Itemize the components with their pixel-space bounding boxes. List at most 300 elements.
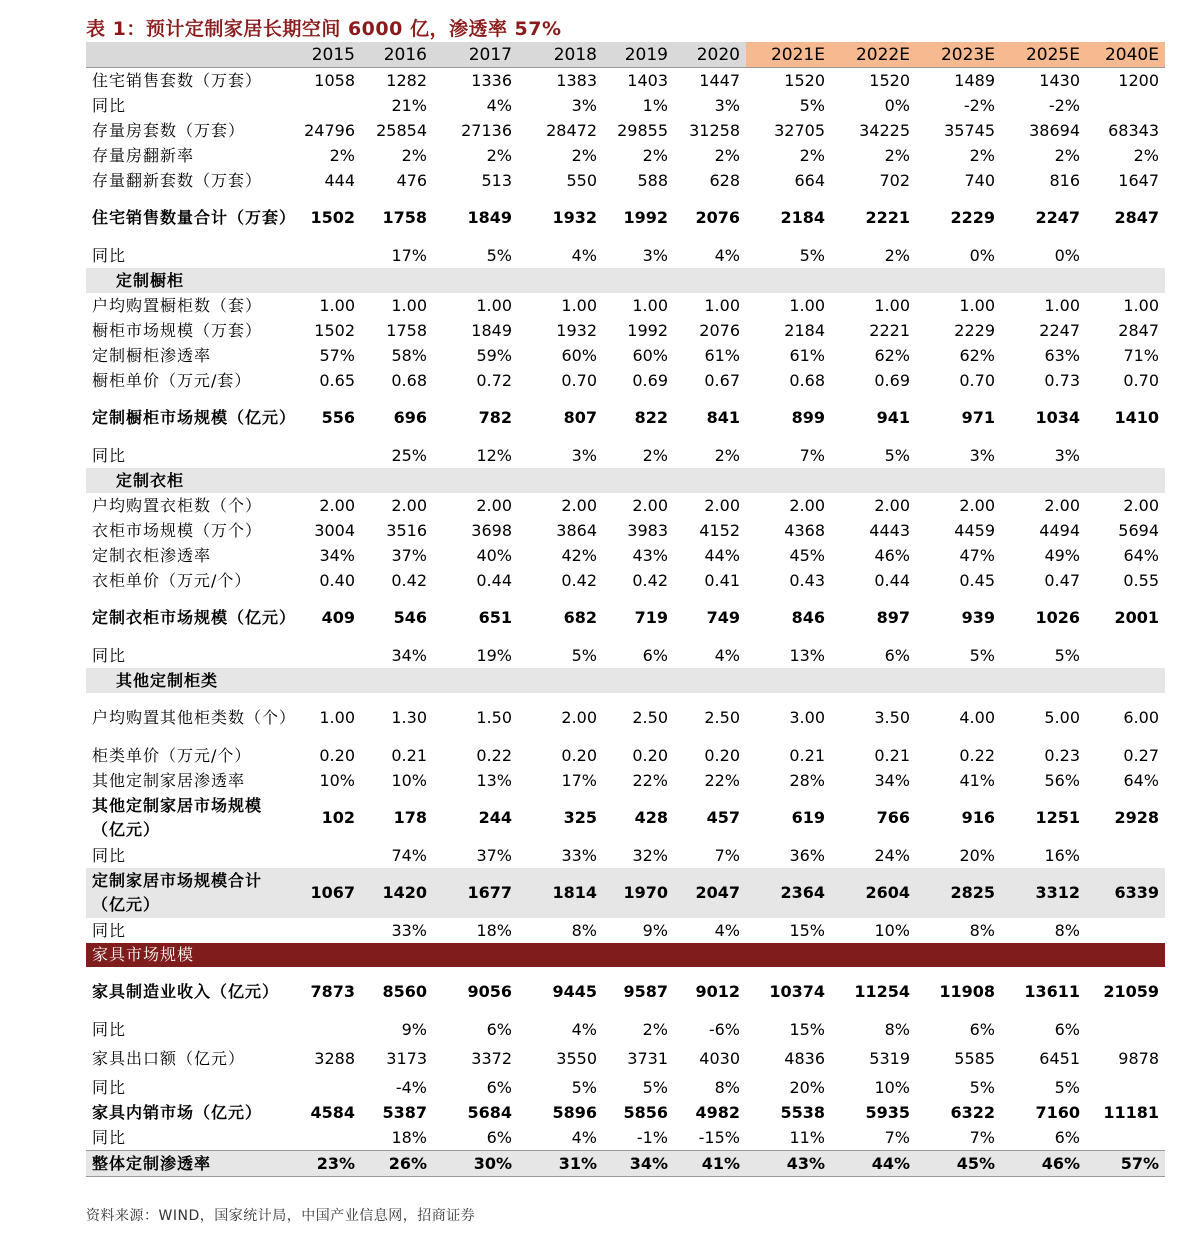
table-cell: 6% [486, 1127, 512, 1147]
table-cell: 2.00 [1123, 495, 1159, 515]
table-cell: 23% [297, 1151, 361, 1177]
table-cell [1086, 268, 1165, 293]
table-cell: 2% [571, 145, 597, 165]
table-cell: 696 [393, 408, 427, 427]
table-cell: 15% [789, 920, 825, 940]
table-cell: 457 [706, 808, 740, 827]
table-cell: 1814 [518, 868, 603, 918]
table-row [86, 793, 1165, 843]
table-cell: 10374 [769, 982, 825, 1001]
table-cell [1001, 468, 1086, 493]
table-cell: 45% [916, 1151, 1001, 1177]
table-cell: 3550 [556, 1048, 597, 1068]
table-cell: 1430 [1039, 70, 1080, 90]
table-cell: 1447 [699, 70, 740, 90]
table-row [86, 443, 1165, 468]
table-row [86, 1100, 1165, 1125]
header-year-cell: 2021E [746, 42, 831, 68]
table-cell [674, 468, 746, 493]
table-cell [361, 943, 433, 967]
table-cell [297, 668, 361, 693]
table-cell [518, 943, 603, 967]
table-cell [1086, 1017, 1165, 1042]
table-cell: 1849 [467, 208, 512, 227]
table-cell: 2% [329, 145, 355, 165]
table-cell: 409 [321, 608, 355, 627]
row-label: 存量翻新套数（万套） [92, 170, 263, 190]
table-cell: 0% [884, 95, 910, 115]
table-cell: 18% [476, 920, 512, 940]
table-cell: 2229 [950, 208, 995, 227]
row-label: 同比 [92, 245, 127, 265]
table-cell: 3312 [1001, 868, 1086, 918]
header-year-cell: 2015 [297, 42, 361, 68]
table-cell: 9445 [552, 982, 597, 1001]
table-cell: 2.00 [632, 495, 668, 515]
table-cell: 2.00 [391, 495, 427, 515]
row-label: 存量房套数（万套） [92, 120, 246, 140]
table-cell: 2.00 [874, 495, 910, 515]
table-cell: 3864 [556, 520, 597, 540]
table-cell: 2% [884, 145, 910, 165]
table-cell: 0.20 [704, 745, 740, 765]
table-cell: 8% [884, 1019, 910, 1039]
table-cell: 4% [714, 245, 740, 265]
table-cell: 0.65 [319, 370, 355, 390]
table-cell: 1.30 [391, 708, 427, 727]
table-cell: 41% [959, 770, 995, 790]
table-cell: 3731 [627, 1048, 668, 1068]
table-cell: -2% [963, 95, 995, 115]
table-cell: 702 [879, 170, 910, 190]
table-cell [1086, 93, 1165, 118]
table-cell: 0.27 [1123, 745, 1159, 765]
table-cell [297, 643, 361, 668]
table-row [86, 318, 1165, 343]
table-row [86, 393, 1165, 443]
table-row [86, 268, 1165, 293]
table-cell: 1282 [386, 70, 427, 90]
table-cell: 0.42 [391, 570, 427, 590]
table-cell: 1502 [314, 320, 355, 340]
table-cell: 3983 [627, 520, 668, 540]
table-cell: 178 [393, 808, 427, 827]
table-cell: 749 [706, 608, 740, 627]
table-row [86, 293, 1165, 318]
table-cell [361, 468, 433, 493]
table-cell: 2001 [1114, 608, 1159, 627]
table-row [86, 143, 1165, 168]
table-cell: 2.00 [476, 495, 512, 515]
table-cell: 34225 [859, 120, 910, 140]
table-cell: 3288 [314, 1048, 355, 1068]
table-cell [1086, 943, 1165, 967]
table-cell: 5% [969, 645, 995, 665]
table-cell: 2184 [784, 320, 825, 340]
table-cell: 37% [391, 545, 427, 565]
table-cell: 0.41 [704, 570, 740, 590]
table-cell: 0.20 [632, 745, 668, 765]
table-cell: 12% [476, 445, 512, 465]
table-cell: 61% [704, 345, 740, 365]
table-cell: 939 [961, 608, 995, 627]
table-cell: 2.00 [1044, 495, 1080, 515]
table-cell: 102 [321, 808, 355, 827]
table-cell: 0.42 [561, 570, 597, 590]
table-cell [297, 918, 361, 943]
table-cell: 3004 [314, 520, 355, 540]
row-label: 同比 [92, 1127, 127, 1147]
table-cell: 3% [714, 95, 740, 115]
table-cell [433, 668, 518, 693]
table-cell: 0.21 [789, 745, 825, 765]
row-label: 家具内销市场（亿元） [92, 1102, 263, 1122]
row-label: 整体定制渗透率 [86, 1151, 297, 1177]
table-row [86, 693, 1165, 743]
table-row [86, 1151, 1165, 1177]
table-cell: 7% [969, 1127, 995, 1147]
table-row [86, 967, 1165, 1017]
table-cell: 3.00 [789, 708, 825, 727]
table-row [86, 93, 1165, 118]
table-cell: 44% [831, 1151, 916, 1177]
table-cell [1086, 468, 1165, 493]
table-cell: 13% [476, 770, 512, 790]
header-year-cell: 2020 [674, 42, 746, 68]
table-cell: 1200 [1118, 70, 1159, 90]
row-label: 家具市场规模 [86, 943, 297, 967]
table-cell: 556 [321, 408, 355, 427]
table-cell: 682 [563, 608, 597, 627]
table-cell: 20% [959, 845, 995, 865]
table-cell [831, 268, 916, 293]
table-row [86, 593, 1165, 643]
table-cell: 0.69 [632, 370, 668, 390]
table-cell: 2928 [1114, 808, 1159, 827]
table-cell: 28472 [546, 120, 597, 140]
table-cell: 1489 [954, 70, 995, 90]
row-label: 定制衣柜渗透率 [92, 545, 212, 565]
row-label: 衣柜市场规模（万个） [92, 520, 263, 540]
table-cell: 9% [401, 1019, 427, 1039]
table-cell: 60% [561, 345, 597, 365]
table-cell: 0.22 [476, 745, 512, 765]
table-cell [297, 268, 361, 293]
table-cell: 16% [1044, 845, 1080, 865]
header-year-cell: 2017 [433, 42, 518, 68]
table-row [86, 243, 1165, 268]
table-cell: 2.00 [319, 495, 355, 515]
table-cell: 9587 [623, 982, 668, 1001]
table-cell: 4982 [695, 1102, 740, 1122]
table-cell: 5684 [467, 1102, 512, 1122]
table-cell: 2.00 [704, 495, 740, 515]
table-cell: 5% [884, 445, 910, 465]
table-cell [1086, 243, 1165, 268]
table-cell: 63% [1044, 345, 1080, 365]
row-label: 定制衣柜市场规模（亿元） [92, 608, 297, 627]
header-year-cell: 2018 [518, 42, 603, 68]
table-cell: 5935 [865, 1102, 910, 1122]
table-cell: 4459 [954, 520, 995, 540]
table-cell: 5694 [1118, 520, 1159, 540]
table-cell: 59% [476, 345, 512, 365]
table-cell: 3516 [386, 520, 427, 540]
table-cell [831, 668, 916, 693]
table-cell: 1.00 [1044, 295, 1080, 315]
table-cell: 1758 [382, 208, 427, 227]
table-cell: 619 [791, 808, 825, 827]
table-cell: 2% [714, 145, 740, 165]
table-row [86, 118, 1165, 143]
table-cell: 1.00 [561, 295, 597, 315]
header-year-cell: 2019 [603, 42, 674, 68]
table-cell: 2% [884, 245, 910, 265]
table-cell: 68343 [1108, 120, 1159, 140]
table-cell: 30% [433, 1151, 518, 1177]
row-label: 同比 [92, 845, 127, 865]
table-cell: 2604 [831, 868, 916, 918]
table-cell: 0.44 [874, 570, 910, 590]
table-row [86, 343, 1165, 368]
table-cell: 0.69 [874, 370, 910, 390]
table-cell: 17% [561, 770, 597, 790]
table-cell: 24796 [304, 120, 355, 140]
table-cell: 40% [476, 545, 512, 565]
table-row [86, 1017, 1165, 1042]
table-cell: 11254 [854, 982, 910, 1001]
table-cell: 2% [642, 445, 668, 465]
table-cell: 6.00 [1123, 708, 1159, 727]
table-cell: 0.20 [319, 745, 355, 765]
table-cell: 4030 [699, 1048, 740, 1068]
table-cell [746, 668, 831, 693]
table-cell: 58% [391, 345, 427, 365]
table-cell: 1.00 [704, 295, 740, 315]
table-cell: 1849 [471, 320, 512, 340]
table-cell: 3% [571, 95, 597, 115]
table-row [86, 943, 1165, 967]
table-cell: 3% [969, 445, 995, 465]
table-cell [361, 268, 433, 293]
table-cell: 428 [634, 808, 668, 827]
header-year-cell: 2022E [831, 42, 916, 68]
table-cell: 5538 [780, 1102, 825, 1122]
table-cell: 628 [709, 170, 740, 190]
table-cell: 15% [789, 1019, 825, 1039]
table-cell: 2221 [869, 320, 910, 340]
table-cell: 8% [1054, 920, 1080, 940]
table-cell: 10% [391, 770, 427, 790]
table-row [86, 1125, 1165, 1151]
table-cell: 1.00 [874, 295, 910, 315]
table-cell: 0.44 [476, 570, 512, 590]
table-row [86, 918, 1165, 943]
table-cell: 841 [706, 408, 740, 427]
table-cell: 5% [642, 1077, 668, 1097]
table-row [86, 643, 1165, 668]
row-label: 柜类单价（万元/个） [92, 745, 252, 765]
table-cell: 8% [571, 920, 597, 940]
table-cell: 24% [874, 845, 910, 865]
table-cell: 0.70 [1123, 370, 1159, 390]
table-cell: 4152 [699, 520, 740, 540]
table-cell: 1067 [297, 868, 361, 918]
table-cell: 4% [714, 645, 740, 665]
table-cell: 5% [571, 1077, 597, 1097]
row-label: 同比 [92, 445, 127, 465]
table-cell: 34% [874, 770, 910, 790]
row-label: 其他定制柜类 [86, 668, 297, 693]
table-cell: 2% [714, 445, 740, 465]
table-cell: -4% [395, 1077, 427, 1097]
table-cell: 46% [874, 545, 910, 565]
table-cell: 0% [1054, 245, 1080, 265]
table-cell: 5896 [552, 1102, 597, 1122]
table-cell: 7% [884, 1127, 910, 1147]
table-cell [518, 668, 603, 693]
table-cell: 816 [1049, 170, 1080, 190]
table-cell: 2247 [1039, 320, 1080, 340]
table-cell [297, 843, 361, 868]
row-label: 定制橱柜渗透率 [92, 345, 212, 365]
table-cell: 4494 [1039, 520, 1080, 540]
table-cell: 33% [561, 845, 597, 865]
table-cell: 444 [324, 170, 355, 190]
table-cell: 5387 [382, 1102, 427, 1122]
table-cell: 546 [393, 608, 427, 627]
table-cell: 0.70 [561, 370, 597, 390]
table-row [86, 493, 1165, 518]
table-cell: 31% [518, 1151, 603, 1177]
table-cell: 1.00 [319, 708, 355, 727]
table-cell: 1970 [603, 868, 674, 918]
table-cell: 0.73 [1044, 370, 1080, 390]
table-cell: 664 [794, 170, 825, 190]
table-cell [361, 668, 433, 693]
table-cell: 6% [1054, 1127, 1080, 1147]
table-cell: 4% [571, 245, 597, 265]
header-year-cell: 2023E [916, 42, 1001, 68]
table-cell: 941 [876, 408, 910, 427]
table-cell [1086, 1125, 1165, 1151]
table-row [86, 668, 1165, 693]
header-row [86, 42, 1165, 68]
table-cell: 3% [642, 245, 668, 265]
table-cell: 34% [603, 1151, 674, 1177]
table-cell: 5% [1054, 1077, 1080, 1097]
table-cell [916, 943, 1001, 967]
row-label: 同比 [92, 1077, 127, 1097]
table-cell [518, 268, 603, 293]
table-cell: 10% [874, 1077, 910, 1097]
table-cell: 0.67 [704, 370, 740, 390]
table-cell [916, 468, 1001, 493]
table-cell: 57% [319, 345, 355, 365]
table-cell: 2825 [916, 868, 1001, 918]
table-cell: 1932 [556, 320, 597, 340]
table-cell: 7873 [310, 982, 355, 1001]
source-note: 资料来源：WIND，国家统计局，中国产业信息网，招商证券 [86, 1208, 476, 1224]
table-cell: 13611 [1024, 982, 1080, 1001]
table-cell: -2% [1048, 95, 1080, 115]
table-cell: 1520 [869, 70, 910, 90]
row-label: 其他定制家居渗透率 [92, 770, 246, 790]
table-cell: 2% [969, 145, 995, 165]
table-cell: 6% [969, 1019, 995, 1039]
table-cell: 2% [642, 1019, 668, 1039]
table-cell: 2229 [954, 320, 995, 340]
row-label: 住宅销售套数（万套） [92, 70, 263, 90]
table-cell: 34% [391, 645, 427, 665]
table-cell: 21059 [1103, 982, 1159, 1001]
table-cell: 20% [789, 1077, 825, 1097]
table-cell: 5319 [869, 1048, 910, 1068]
table-cell: 899 [791, 408, 825, 427]
table-cell [297, 1125, 361, 1151]
table-cell: 1026 [1035, 608, 1080, 627]
table-cell: 6% [1054, 1019, 1080, 1039]
row-label: 定制衣柜 [86, 468, 297, 493]
table-cell: 7% [714, 845, 740, 865]
table-cell: 22% [632, 770, 668, 790]
header-year-cell: 2025E [1001, 42, 1086, 68]
table-cell: 1.00 [391, 295, 427, 315]
row-label: 住宅销售数量合计（万套） [92, 208, 297, 227]
table-cell: -15% [698, 1127, 740, 1147]
header-label-cell [86, 42, 297, 68]
table-cell: 5% [1054, 645, 1080, 665]
row-label: 户均购置衣柜数（个） [92, 495, 263, 515]
table-cell [674, 268, 746, 293]
table-cell [1086, 668, 1165, 693]
table-row [86, 568, 1165, 593]
table-cell: 1251 [1035, 808, 1080, 827]
table-cell: 8% [714, 1077, 740, 1097]
table-cell: 6% [884, 645, 910, 665]
table-cell: 45% [789, 545, 825, 565]
table-cell: 42% [561, 545, 597, 565]
table-cell: 38694 [1029, 120, 1080, 140]
market-size-table [86, 42, 1165, 1177]
table-row [86, 868, 1165, 918]
table-cell [674, 943, 746, 967]
table-cell: 1.00 [789, 295, 825, 315]
table-row [86, 168, 1165, 193]
table-cell: 3% [1054, 445, 1080, 465]
table-cell: 3372 [471, 1048, 512, 1068]
table-cell: 4% [714, 920, 740, 940]
table-cell: 2.00 [561, 708, 597, 727]
table-cell: 2.00 [561, 495, 597, 515]
table-cell: -1% [636, 1127, 668, 1147]
row-label: 同比 [92, 95, 127, 115]
table-cell: 6322 [950, 1102, 995, 1122]
table-cell: 0.21 [391, 745, 427, 765]
table-cell: 2047 [674, 868, 746, 918]
table-cell: 17% [391, 245, 427, 265]
table-cell: 4368 [784, 520, 825, 540]
table-cell: 1677 [433, 868, 518, 918]
table-cell: 0.47 [1044, 570, 1080, 590]
table-cell: 6% [642, 645, 668, 665]
table-cell: 46% [1001, 1151, 1086, 1177]
table-cell [746, 468, 831, 493]
table-cell [1086, 443, 1165, 468]
table-cell: 1502 [310, 208, 355, 227]
table-cell: 1% [642, 95, 668, 115]
table-cell: 1992 [627, 320, 668, 340]
